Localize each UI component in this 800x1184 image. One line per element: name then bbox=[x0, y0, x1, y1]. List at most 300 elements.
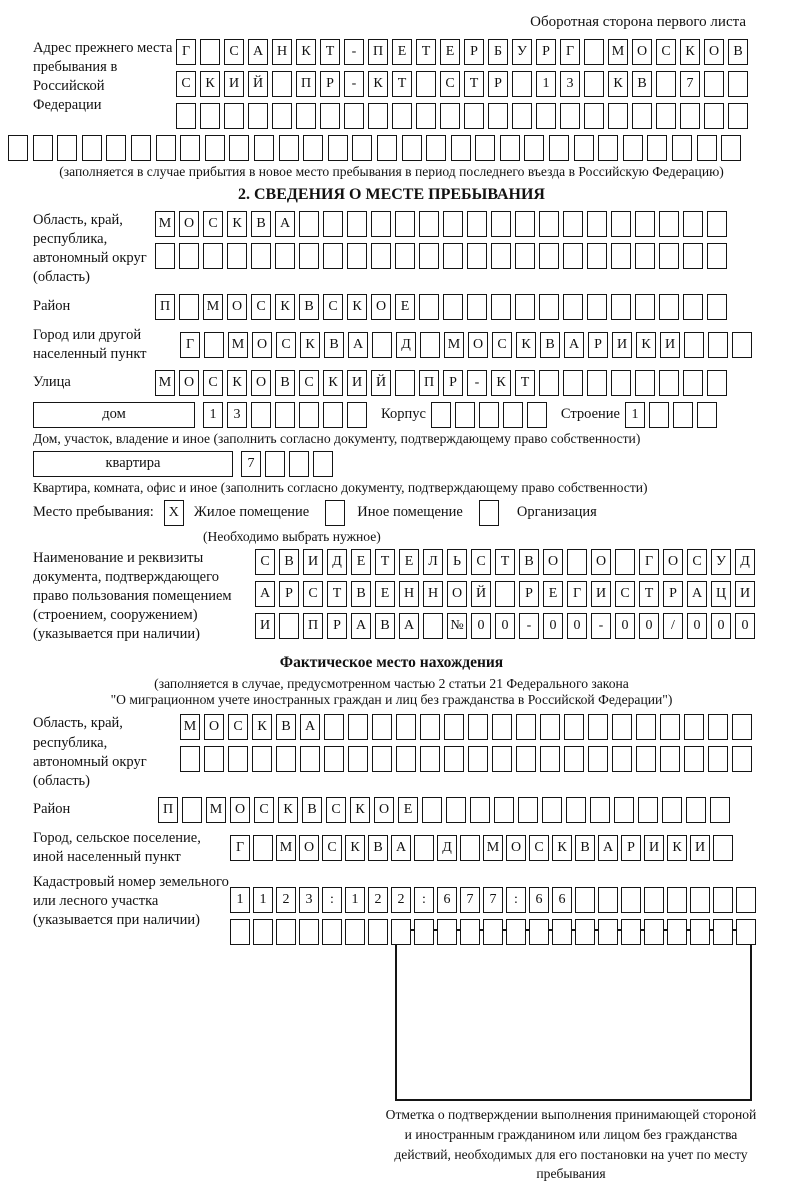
kadastr-row-2 bbox=[230, 919, 756, 945]
char-cell bbox=[611, 370, 631, 396]
char-cell bbox=[395, 211, 415, 237]
char-cell: М bbox=[180, 714, 200, 740]
char-cell bbox=[611, 243, 631, 269]
char-cell bbox=[515, 211, 535, 237]
char-cell bbox=[621, 919, 641, 945]
char-cell bbox=[598, 919, 618, 945]
char-cell bbox=[713, 835, 733, 861]
prev-address-label: Адрес прежнего места пребывания в Российской Федерации bbox=[33, 40, 173, 114]
char-cell bbox=[200, 103, 220, 129]
char-cell: С bbox=[228, 714, 248, 740]
char-cell bbox=[515, 243, 535, 269]
char-cell bbox=[542, 797, 562, 823]
char-cell bbox=[611, 211, 631, 237]
char-cell bbox=[608, 103, 628, 129]
char-cell bbox=[500, 135, 520, 161]
oblast-row-1 bbox=[155, 211, 727, 237]
fact-title: Фактическое место нахождения bbox=[279, 654, 504, 672]
char-cell bbox=[635, 370, 655, 396]
char-cell: 7 bbox=[680, 71, 700, 97]
raion-block bbox=[33, 294, 750, 320]
char-cell: В bbox=[519, 549, 539, 575]
char-cell bbox=[690, 919, 710, 945]
char-cell bbox=[279, 135, 299, 161]
char-cell bbox=[33, 135, 53, 161]
char-cell: 2 bbox=[368, 887, 388, 913]
char-cell bbox=[575, 919, 595, 945]
char-cell bbox=[176, 103, 196, 129]
char-cell: Ц bbox=[711, 581, 731, 607]
char-cell bbox=[200, 39, 220, 65]
char-cell bbox=[615, 549, 635, 575]
char-cell bbox=[300, 746, 320, 772]
char-cell bbox=[275, 402, 295, 428]
char-cell bbox=[539, 243, 559, 269]
char-cell bbox=[468, 746, 488, 772]
prev-address-grid bbox=[176, 39, 748, 129]
fact-gorod-block bbox=[33, 829, 750, 867]
char-cell bbox=[656, 71, 676, 97]
char-cell: - bbox=[467, 370, 487, 396]
char-cell: С bbox=[251, 294, 271, 320]
char-cell bbox=[204, 332, 224, 358]
char-cell bbox=[587, 211, 607, 237]
char-cell bbox=[253, 835, 273, 861]
char-cell: 6 bbox=[552, 887, 572, 913]
char-cell bbox=[371, 243, 391, 269]
char-cell: О bbox=[227, 294, 247, 320]
char-cell bbox=[420, 714, 440, 740]
char-cell: А bbox=[255, 581, 275, 607]
char-cell bbox=[708, 746, 728, 772]
char-cell bbox=[392, 103, 412, 129]
char-cell bbox=[539, 211, 559, 237]
char-cell: О bbox=[230, 797, 250, 823]
char-cell: С bbox=[299, 370, 319, 396]
char-cell bbox=[647, 135, 667, 161]
char-cell bbox=[272, 103, 292, 129]
char-cell: К bbox=[345, 835, 365, 861]
char-cell: О bbox=[179, 211, 199, 237]
char-cell bbox=[253, 919, 273, 945]
oblast-row-2 bbox=[155, 243, 727, 269]
char-cell bbox=[584, 39, 604, 65]
char-cell: В bbox=[302, 797, 322, 823]
char-cell: 1 bbox=[345, 887, 365, 913]
char-cell: С bbox=[440, 71, 460, 97]
char-cell: В bbox=[728, 39, 748, 65]
char-cell: О bbox=[179, 370, 199, 396]
char-cell: О bbox=[543, 549, 563, 575]
char-cell bbox=[632, 103, 652, 129]
char-cell bbox=[395, 370, 415, 396]
char-cell: О bbox=[374, 797, 394, 823]
kvartira-block bbox=[33, 451, 750, 477]
char-cell bbox=[515, 294, 535, 320]
char-cell bbox=[636, 746, 656, 772]
char-cell: Е bbox=[543, 581, 563, 607]
char-cell bbox=[708, 332, 728, 358]
char-cell: В bbox=[251, 211, 271, 237]
char-cell bbox=[224, 103, 244, 129]
doc-row-2 bbox=[255, 581, 755, 607]
kvartira-hint: Квартира, комната, офис и иное (заполнить согласно документу, подтверждающему право собственности) bbox=[33, 479, 648, 495]
korpus-label: Корпус bbox=[381, 406, 426, 423]
char-cell bbox=[598, 887, 618, 913]
char-cell bbox=[131, 135, 151, 161]
char-cell: 3 bbox=[560, 71, 580, 97]
char-cell: А bbox=[564, 332, 584, 358]
char-cell bbox=[587, 243, 607, 269]
char-cell: У bbox=[512, 39, 532, 65]
char-cell bbox=[708, 714, 728, 740]
char-cell: А bbox=[399, 613, 419, 639]
char-cell bbox=[549, 135, 569, 161]
char-cell bbox=[372, 714, 392, 740]
char-cell: / bbox=[663, 613, 683, 639]
char-cell: Р bbox=[464, 39, 484, 65]
char-cell: К bbox=[667, 835, 687, 861]
char-cell bbox=[516, 746, 536, 772]
char-cell: С bbox=[492, 332, 512, 358]
char-cell: В bbox=[351, 581, 371, 607]
char-cell bbox=[368, 919, 388, 945]
char-cell bbox=[203, 243, 223, 269]
char-cell: А bbox=[391, 835, 411, 861]
char-cell bbox=[492, 714, 512, 740]
char-cell bbox=[612, 714, 632, 740]
char-cell: С bbox=[276, 332, 296, 358]
char-cell: Ь bbox=[447, 549, 467, 575]
char-cell bbox=[683, 243, 703, 269]
char-cell: И bbox=[612, 332, 632, 358]
char-cell: Е bbox=[375, 581, 395, 607]
prev-address-row-4 bbox=[8, 135, 750, 161]
char-cell bbox=[635, 294, 655, 320]
char-cell bbox=[156, 135, 176, 161]
char-cell bbox=[420, 746, 440, 772]
char-cell: 3 bbox=[299, 887, 319, 913]
char-cell: 0 bbox=[711, 613, 731, 639]
char-cell: 7 bbox=[483, 887, 503, 913]
char-cell bbox=[437, 919, 457, 945]
char-cell: : bbox=[322, 887, 342, 913]
inoe-label: Иное помещение bbox=[357, 504, 463, 521]
doc-grid bbox=[255, 549, 755, 639]
char-cell bbox=[372, 332, 392, 358]
char-cell bbox=[736, 887, 756, 913]
char-cell bbox=[348, 714, 368, 740]
char-cell bbox=[395, 243, 415, 269]
char-cell: О bbox=[371, 294, 391, 320]
char-cell: К bbox=[296, 39, 316, 65]
char-cell bbox=[660, 714, 680, 740]
char-cell bbox=[736, 919, 756, 945]
char-cell: 2 bbox=[391, 887, 411, 913]
char-cell: Р bbox=[621, 835, 641, 861]
char-cell: 0 bbox=[543, 613, 563, 639]
fact-oblast-row-2 bbox=[180, 746, 752, 772]
char-cell bbox=[377, 135, 397, 161]
char-cell bbox=[228, 746, 248, 772]
stroenie-label: Строение bbox=[560, 406, 620, 423]
char-cell bbox=[468, 714, 488, 740]
char-cell bbox=[649, 402, 669, 428]
char-cell bbox=[684, 332, 704, 358]
org-label: Организация bbox=[516, 504, 597, 521]
char-cell: Й bbox=[248, 71, 268, 97]
char-cell bbox=[313, 451, 333, 477]
char-cell: Т bbox=[392, 71, 412, 97]
char-cell: Г bbox=[180, 332, 200, 358]
char-cell bbox=[721, 135, 741, 161]
char-cell bbox=[598, 135, 618, 161]
char-cell: К bbox=[275, 294, 295, 320]
char-cell: 1 bbox=[625, 402, 645, 428]
char-cell bbox=[732, 332, 752, 358]
char-cell bbox=[732, 714, 752, 740]
char-cell bbox=[683, 211, 703, 237]
char-cell bbox=[204, 746, 224, 772]
char-cell: : bbox=[414, 887, 434, 913]
char-cell bbox=[684, 714, 704, 740]
kvartira-box-label: квартира bbox=[33, 451, 233, 477]
char-cell bbox=[279, 613, 299, 639]
char-cell bbox=[372, 746, 392, 772]
char-cell bbox=[659, 211, 679, 237]
char-cell: Л bbox=[423, 549, 443, 575]
char-cell bbox=[713, 919, 733, 945]
char-cell: : bbox=[506, 887, 526, 913]
char-cell: П bbox=[368, 39, 388, 65]
char-cell: Й bbox=[471, 581, 491, 607]
char-cell bbox=[254, 135, 274, 161]
char-cell bbox=[322, 919, 342, 945]
char-cell: К bbox=[347, 294, 367, 320]
fact-note-line1: (заполняется в случае, предусмотренном частью 2 статьи 21 Федерального закона bbox=[154, 676, 629, 692]
char-cell bbox=[328, 135, 348, 161]
char-cell bbox=[345, 919, 365, 945]
raion-row bbox=[155, 294, 727, 320]
char-cell bbox=[299, 211, 319, 237]
char-cell: 1 bbox=[203, 402, 223, 428]
mesto-block bbox=[33, 500, 750, 526]
char-cell: К bbox=[323, 370, 343, 396]
char-cell: О bbox=[591, 549, 611, 575]
char-cell bbox=[732, 746, 752, 772]
char-cell bbox=[707, 294, 727, 320]
char-cell: О bbox=[632, 39, 652, 65]
char-cell: К bbox=[300, 332, 320, 358]
char-cell: Т bbox=[495, 549, 515, 575]
char-cell bbox=[707, 370, 727, 396]
char-cell: Д bbox=[327, 549, 347, 575]
char-cell bbox=[662, 797, 682, 823]
char-cell bbox=[414, 835, 434, 861]
char-cell bbox=[638, 797, 658, 823]
char-cell bbox=[683, 370, 703, 396]
char-cell bbox=[324, 714, 344, 740]
char-cell bbox=[82, 135, 102, 161]
fact-note-line2: "О миграционном учете иностранных граждан и лиц без гражданства в Российской Федерации") bbox=[110, 692, 673, 708]
char-cell bbox=[590, 797, 610, 823]
char-cell: - bbox=[519, 613, 539, 639]
fact-gorod-row bbox=[230, 835, 733, 861]
char-cell: В bbox=[368, 835, 388, 861]
char-cell: К bbox=[200, 71, 220, 97]
char-cell bbox=[419, 243, 439, 269]
char-cell bbox=[347, 243, 367, 269]
char-cell bbox=[180, 746, 200, 772]
char-cell bbox=[229, 135, 249, 161]
char-cell: - bbox=[591, 613, 611, 639]
char-cell bbox=[574, 135, 594, 161]
char-cell: В bbox=[275, 370, 295, 396]
char-cell bbox=[667, 887, 687, 913]
char-cell: П bbox=[303, 613, 323, 639]
char-cell: Г bbox=[230, 835, 250, 861]
dom-cells bbox=[203, 402, 367, 428]
char-cell: А bbox=[598, 835, 618, 861]
char-cell bbox=[563, 370, 583, 396]
char-cell bbox=[180, 135, 200, 161]
char-cell: И bbox=[255, 613, 275, 639]
char-cell: 0 bbox=[735, 613, 755, 639]
doc-row-1 bbox=[255, 549, 755, 575]
char-cell: Д bbox=[437, 835, 457, 861]
char-cell: С bbox=[687, 549, 707, 575]
char-cell bbox=[697, 402, 717, 428]
char-cell: Р bbox=[488, 71, 508, 97]
char-cell: В bbox=[299, 294, 319, 320]
char-cell bbox=[680, 103, 700, 129]
char-cell: М bbox=[228, 332, 248, 358]
kadastr-grid bbox=[230, 887, 756, 945]
page-corner-note: Оборотная сторона первого листа bbox=[530, 14, 746, 30]
char-cell: П bbox=[155, 294, 175, 320]
char-cell bbox=[623, 135, 643, 161]
kvartira-cells bbox=[241, 451, 333, 477]
char-cell: С bbox=[615, 581, 635, 607]
char-cell: И bbox=[224, 71, 244, 97]
char-cell bbox=[467, 211, 487, 237]
char-cell bbox=[494, 797, 514, 823]
char-cell: Р bbox=[519, 581, 539, 607]
char-cell: Е bbox=[351, 549, 371, 575]
char-cell: Е bbox=[440, 39, 460, 65]
char-cell bbox=[684, 746, 704, 772]
char-cell bbox=[516, 714, 536, 740]
char-cell: Р bbox=[588, 332, 608, 358]
char-cell: М bbox=[483, 835, 503, 861]
char-cell bbox=[728, 71, 748, 97]
char-cell: И bbox=[644, 835, 664, 861]
stamp-caption: Отметка о подтверждении выполнения принимающей стороной и иностранным гражданином или лицом без гражданства действий, необходимых для его постановки на учет по месту пребывания bbox=[385, 1107, 757, 1182]
doc-row-3 bbox=[255, 613, 755, 639]
char-cell: Б bbox=[488, 39, 508, 65]
char-cell: Е bbox=[395, 294, 415, 320]
char-cell bbox=[303, 135, 323, 161]
char-cell: М bbox=[203, 294, 223, 320]
char-cell: Г bbox=[176, 39, 196, 65]
char-cell bbox=[446, 797, 466, 823]
char-cell bbox=[396, 746, 416, 772]
char-cell: И bbox=[690, 835, 710, 861]
zhiloe-checkbox: X bbox=[164, 500, 184, 526]
gorod-label: Город или другой населенный пункт bbox=[33, 326, 147, 362]
char-cell bbox=[420, 332, 440, 358]
char-cell bbox=[659, 370, 679, 396]
fact-oblast-row-1 bbox=[180, 714, 752, 740]
char-cell bbox=[455, 402, 475, 428]
char-cell: Е bbox=[392, 39, 412, 65]
prev-address-block bbox=[33, 39, 750, 129]
char-cell bbox=[563, 211, 583, 237]
char-cell bbox=[503, 402, 523, 428]
char-cell bbox=[644, 919, 664, 945]
char-cell bbox=[710, 797, 730, 823]
char-cell: Д bbox=[735, 549, 755, 575]
char-cell bbox=[443, 294, 463, 320]
char-cell: 1 bbox=[230, 887, 250, 913]
char-cell bbox=[396, 714, 416, 740]
char-cell: О bbox=[468, 332, 488, 358]
char-cell bbox=[320, 103, 340, 129]
char-cell: Т bbox=[639, 581, 659, 607]
char-cell bbox=[179, 243, 199, 269]
char-cell: Р bbox=[327, 613, 347, 639]
char-cell bbox=[495, 581, 515, 607]
char-cell: 3 bbox=[227, 402, 247, 428]
char-cell: К bbox=[491, 370, 511, 396]
char-cell: С bbox=[203, 370, 223, 396]
char-cell: К bbox=[368, 71, 388, 97]
char-cell: 0 bbox=[495, 613, 515, 639]
char-cell bbox=[588, 746, 608, 772]
char-cell bbox=[352, 135, 372, 161]
char-cell bbox=[423, 613, 443, 639]
char-cell: И bbox=[591, 581, 611, 607]
char-cell bbox=[402, 135, 422, 161]
char-cell: 0 bbox=[567, 613, 587, 639]
char-cell: К bbox=[608, 71, 628, 97]
char-cell: № bbox=[447, 613, 467, 639]
char-cell bbox=[276, 919, 296, 945]
char-cell bbox=[659, 243, 679, 269]
char-cell bbox=[289, 451, 309, 477]
char-cell bbox=[205, 135, 225, 161]
char-cell: Н bbox=[272, 39, 292, 65]
char-cell: Н bbox=[399, 581, 419, 607]
char-cell: Г bbox=[639, 549, 659, 575]
kadastr-block bbox=[33, 873, 750, 945]
char-cell bbox=[518, 797, 538, 823]
char-cell: В bbox=[375, 613, 395, 639]
char-cell: Д bbox=[396, 332, 416, 358]
char-cell: Т bbox=[320, 39, 340, 65]
char-cell bbox=[272, 71, 292, 97]
char-cell: О bbox=[447, 581, 467, 607]
char-cell: В bbox=[632, 71, 652, 97]
char-cell bbox=[512, 103, 532, 129]
char-cell bbox=[539, 294, 559, 320]
char-cell: М bbox=[276, 835, 296, 861]
char-cell bbox=[299, 919, 319, 945]
char-cell: Р bbox=[536, 39, 556, 65]
char-cell bbox=[251, 243, 271, 269]
char-cell: С bbox=[323, 294, 343, 320]
char-cell bbox=[296, 103, 316, 129]
